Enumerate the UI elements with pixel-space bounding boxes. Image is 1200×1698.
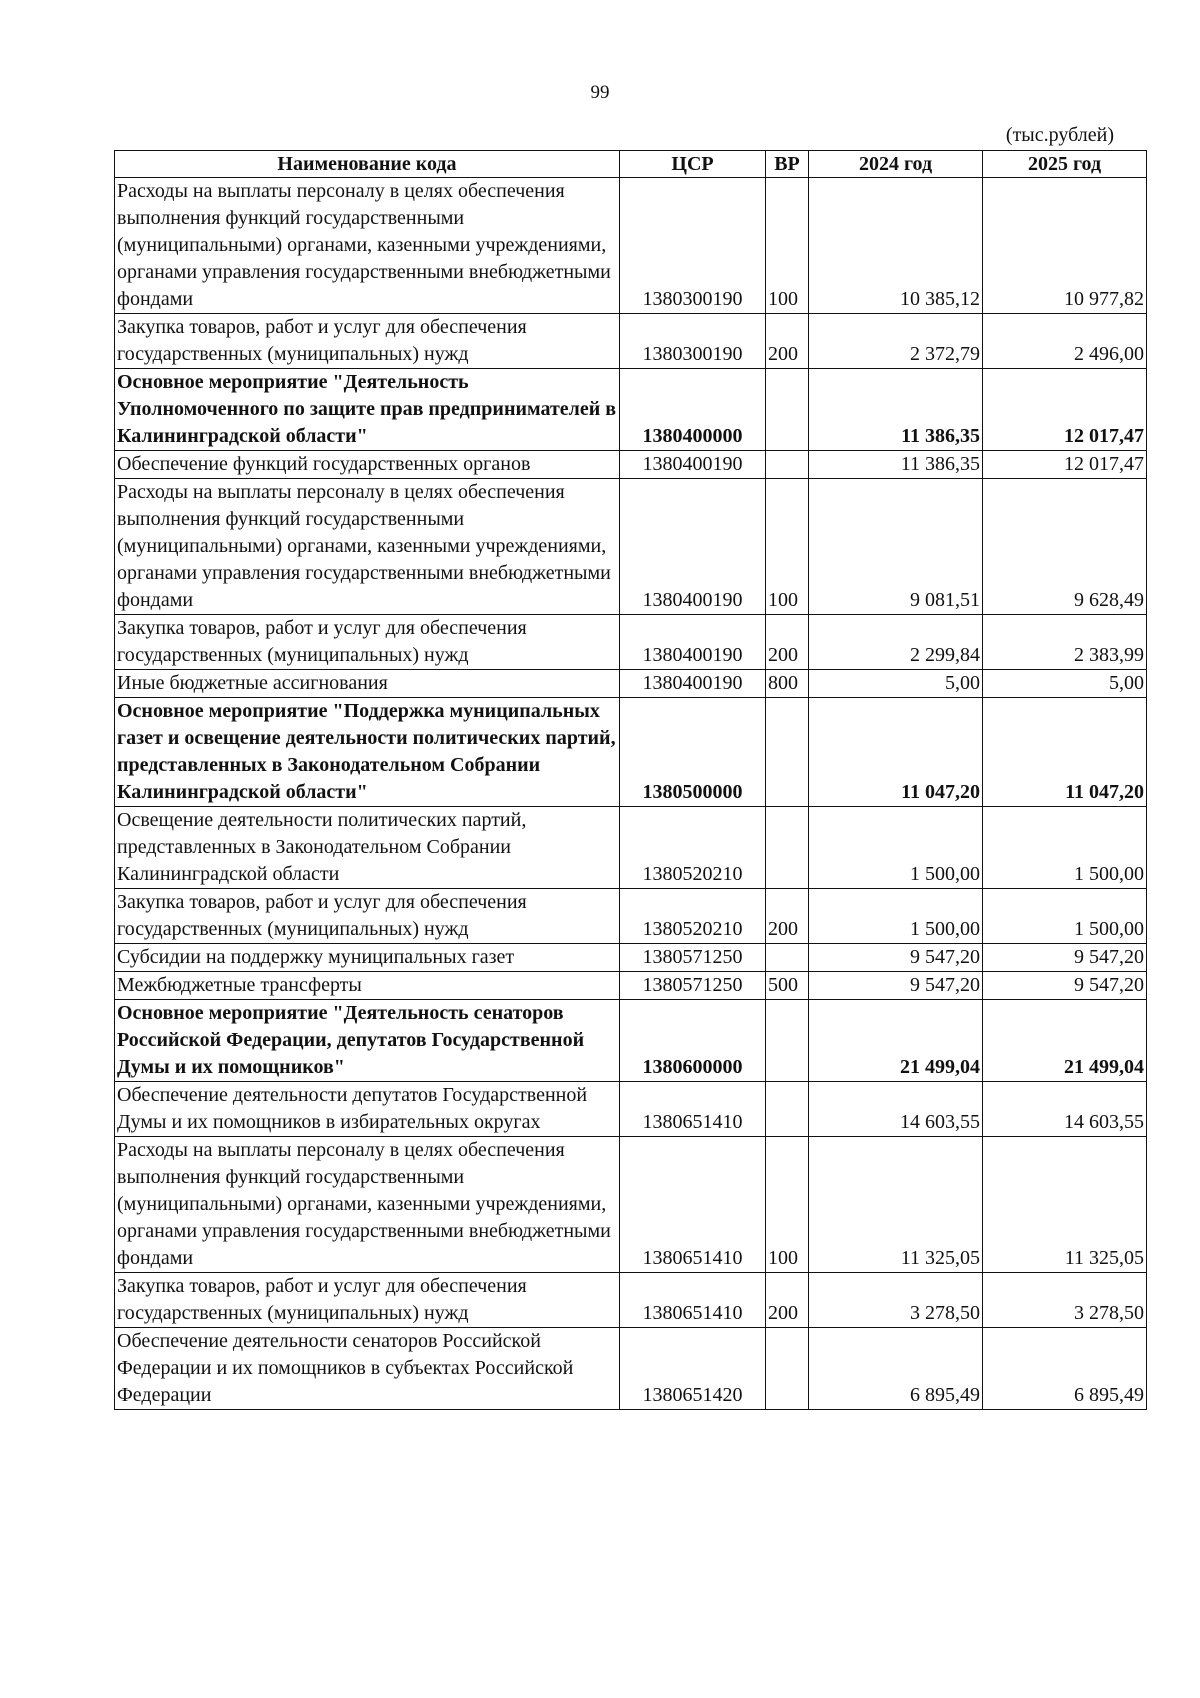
cell-csr: 1380300190 bbox=[620, 314, 766, 369]
table-row bbox=[115, 479, 1147, 615]
cell-2025: 11 325,05 bbox=[983, 1137, 1147, 1273]
cell-2024: 5,00 bbox=[809, 670, 983, 698]
cell-2024: 1 500,00 bbox=[809, 889, 983, 944]
cell-2025: 5,00 bbox=[983, 670, 1147, 698]
table-row bbox=[115, 369, 1147, 451]
cell-2025: 9 628,49 bbox=[983, 479, 1147, 615]
cell-2024: 3 278,50 bbox=[809, 1273, 983, 1328]
header-csr: ЦСР bbox=[620, 151, 766, 178]
table-header-row bbox=[115, 151, 1147, 178]
table-row bbox=[115, 972, 1147, 1000]
cell-csr: 1380400190 bbox=[620, 670, 766, 698]
cell-2025: 12 017,47 bbox=[983, 369, 1147, 451]
table-body bbox=[115, 178, 1147, 1410]
cell-csr: 1380400190 bbox=[620, 615, 766, 670]
cell-csr: 1380651420 bbox=[620, 1328, 766, 1410]
cell-csr: 1380651410 bbox=[620, 1273, 766, 1328]
table-row bbox=[115, 889, 1147, 944]
cell-csr: 1380500000 bbox=[620, 698, 766, 807]
cell-vr bbox=[766, 1082, 809, 1137]
cell-vr bbox=[766, 944, 809, 972]
cell-csr: 1380400190 bbox=[620, 479, 766, 615]
cell-2024: 10 385,12 bbox=[809, 178, 983, 314]
cell-name: Расходы на выплаты персоналу в целях обеспечения выполнения функций государственными (муниципальными) органами, казенными учреждениями, органами управления государственными внебюджетными фондами bbox=[115, 1137, 620, 1273]
cell-2024: 9 547,20 bbox=[809, 972, 983, 1000]
cell-csr: 1380571250 bbox=[620, 972, 766, 1000]
cell-vr: 200 bbox=[766, 889, 809, 944]
header-2024: 2024 год bbox=[809, 151, 983, 178]
cell-2025: 9 547,20 bbox=[983, 944, 1147, 972]
cell-name: Иные бюджетные ассигнования bbox=[115, 670, 620, 698]
cell-2025: 10 977,82 bbox=[983, 178, 1147, 314]
cell-csr: 1380300190 bbox=[620, 178, 766, 314]
cell-vr bbox=[766, 1000, 809, 1082]
cell-name: Расходы на выплаты персоналу в целях обеспечения выполнения функций государственными (муниципальными) органами, казенными учреждениями, органами управления государственными внебюджетными фондами bbox=[115, 479, 620, 615]
cell-vr bbox=[766, 698, 809, 807]
cell-2024: 14 603,55 bbox=[809, 1082, 983, 1137]
cell-csr: 1380520210 bbox=[620, 889, 766, 944]
cell-vr: 200 bbox=[766, 314, 809, 369]
cell-csr: 1380600000 bbox=[620, 1000, 766, 1082]
cell-vr: 200 bbox=[766, 1273, 809, 1328]
cell-name: Субсидии на поддержку муниципальных газет bbox=[115, 944, 620, 972]
units-label: (тыс.рублей) bbox=[1005, 124, 1114, 146]
cell-2024: 6 895,49 bbox=[809, 1328, 983, 1410]
table-row bbox=[115, 314, 1147, 369]
cell-vr: 100 bbox=[766, 479, 809, 615]
cell-2025: 3 278,50 bbox=[983, 1273, 1147, 1328]
table-row bbox=[115, 1000, 1147, 1082]
page-number: 99 bbox=[590, 82, 610, 103]
cell-name: Обеспечение функций государственных органов bbox=[115, 451, 620, 479]
cell-2024: 11 047,20 bbox=[809, 698, 983, 807]
cell-vr bbox=[766, 369, 809, 451]
cell-name: Обеспечение деятельности сенаторов Российской Федерации и их помощников в субъектах Российской Федерации bbox=[115, 1328, 620, 1410]
cell-vr bbox=[766, 1328, 809, 1410]
cell-name: Межбюджетные трансферты bbox=[115, 972, 620, 1000]
budget-table bbox=[114, 150, 1147, 1410]
header-2025: 2025 год bbox=[983, 151, 1147, 178]
cell-2024: 11 386,35 bbox=[809, 369, 983, 451]
table-row bbox=[115, 1137, 1147, 1273]
cell-name: Основное мероприятие "Деятельность Уполномоченного по защите прав предпринимателей в Калининградской области" bbox=[115, 369, 620, 451]
table-row bbox=[115, 670, 1147, 698]
cell-2024: 11 386,35 bbox=[809, 451, 983, 479]
cell-vr: 200 bbox=[766, 615, 809, 670]
cell-2025: 14 603,55 bbox=[983, 1082, 1147, 1137]
cell-name: Основное мероприятие "Деятельность сенаторов Российской Федерации, депутатов Государственной Думы и их помощников" bbox=[115, 1000, 620, 1082]
table-row bbox=[115, 698, 1147, 807]
cell-name: Основное мероприятие "Поддержка муниципальных газет и освещение деятельности политических партий, представленных в Законодательном Собрании Калининградской области" bbox=[115, 698, 620, 807]
cell-name: Закупка товаров, работ и услуг для обеспечения государственных (муниципальных) нужд bbox=[115, 889, 620, 944]
table-row bbox=[115, 178, 1147, 314]
cell-2025: 2 496,00 bbox=[983, 314, 1147, 369]
cell-csr: 1380520210 bbox=[620, 807, 766, 889]
cell-2024: 9 081,51 bbox=[809, 479, 983, 615]
table-row bbox=[115, 1082, 1147, 1137]
cell-2024: 2 299,84 bbox=[809, 615, 983, 670]
cell-2025: 11 047,20 bbox=[983, 698, 1147, 807]
cell-vr bbox=[766, 451, 809, 479]
cell-name: Освещение деятельности политических партий, представленных в Законодательном Собрании Калининградской области bbox=[115, 807, 620, 889]
cell-name: Закупка товаров, работ и услуг для обеспечения государственных (муниципальных) нужд bbox=[115, 615, 620, 670]
cell-2024: 2 372,79 bbox=[809, 314, 983, 369]
cell-2025: 9 547,20 bbox=[983, 972, 1147, 1000]
cell-2024: 9 547,20 bbox=[809, 944, 983, 972]
cell-name: Обеспечение деятельности депутатов Государственной Думы и их помощников в избирательных округах bbox=[115, 1082, 620, 1137]
table-row bbox=[115, 615, 1147, 670]
cell-vr: 800 bbox=[766, 670, 809, 698]
header-name: Наименование кода bbox=[115, 151, 620, 178]
cell-vr: 500 bbox=[766, 972, 809, 1000]
cell-vr: 100 bbox=[766, 1137, 809, 1273]
table-row bbox=[115, 1328, 1147, 1410]
cell-name: Расходы на выплаты персоналу в целях обеспечения выполнения функций государственными (муниципальными) органами, казенными учреждениями, органами управления государственными внебюджетными фондами bbox=[115, 178, 620, 314]
cell-csr: 1380571250 bbox=[620, 944, 766, 972]
table-row bbox=[115, 451, 1147, 479]
cell-csr: 1380400190 bbox=[620, 451, 766, 479]
cell-vr bbox=[766, 807, 809, 889]
table-row bbox=[115, 944, 1147, 972]
cell-2025: 2 383,99 bbox=[983, 615, 1147, 670]
cell-2025: 1 500,00 bbox=[983, 889, 1147, 944]
cell-csr: 1380651410 bbox=[620, 1137, 766, 1273]
cell-2024: 1 500,00 bbox=[809, 807, 983, 889]
table-row bbox=[115, 807, 1147, 889]
cell-2025: 21 499,04 bbox=[983, 1000, 1147, 1082]
table-row bbox=[115, 1273, 1147, 1328]
cell-2025: 12 017,47 bbox=[983, 451, 1147, 479]
cell-2024: 21 499,04 bbox=[809, 1000, 983, 1082]
cell-csr: 1380400000 bbox=[620, 369, 766, 451]
cell-2025: 1 500,00 bbox=[983, 807, 1147, 889]
cell-2025: 6 895,49 bbox=[983, 1328, 1147, 1410]
header-vr: ВР bbox=[766, 151, 809, 178]
cell-name: Закупка товаров, работ и услуг для обеспечения государственных (муниципальных) нужд bbox=[115, 314, 620, 369]
cell-csr: 1380651410 bbox=[620, 1082, 766, 1137]
cell-2024: 11 325,05 bbox=[809, 1137, 983, 1273]
cell-vr: 100 bbox=[766, 178, 809, 314]
cell-name: Закупка товаров, работ и услуг для обеспечения государственных (муниципальных) нужд bbox=[115, 1273, 620, 1328]
